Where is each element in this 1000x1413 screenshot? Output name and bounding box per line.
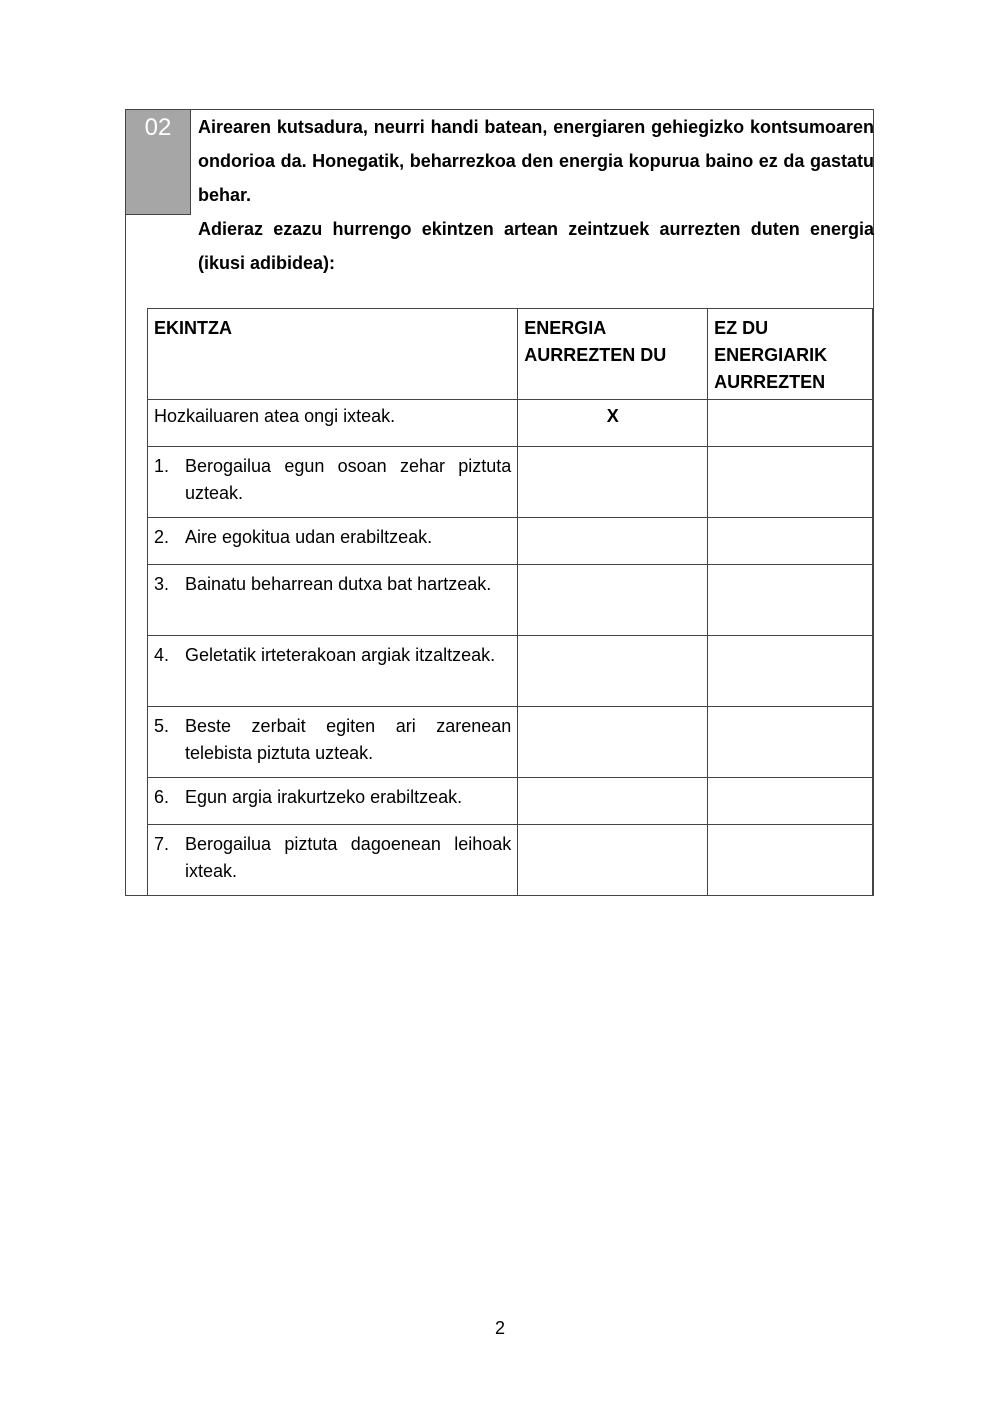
row-text: Geletatik irteterakoan argiak itzaltzeak. bbox=[185, 645, 496, 665]
table-row bbox=[148, 447, 873, 518]
answer-cell[interactable] bbox=[518, 447, 708, 518]
answer-cell[interactable] bbox=[518, 565, 708, 636]
answer-cell[interactable] bbox=[708, 636, 873, 707]
row-text: Aire egokitua udan erabiltzeak. bbox=[185, 527, 433, 547]
table-row bbox=[148, 825, 873, 896]
exercise-number-badge: 02 bbox=[126, 110, 191, 215]
answer-cell[interactable] bbox=[708, 447, 873, 518]
table-row bbox=[148, 636, 873, 707]
answer-cell[interactable] bbox=[518, 778, 708, 825]
row-text: Beste zerbait egiten ari zarenean telebista piztuta uzteak. bbox=[185, 716, 512, 763]
answer-cell[interactable] bbox=[518, 636, 708, 707]
page-number: 2 bbox=[494, 1318, 505, 1338]
answer-cell[interactable] bbox=[708, 825, 873, 896]
table-row bbox=[148, 778, 873, 825]
row-text: Berogailua piztuta dagoenean leihoak ixteak. bbox=[185, 834, 512, 881]
answer-cell[interactable] bbox=[708, 565, 873, 636]
exercise-instruction bbox=[198, 110, 874, 280]
row-number: 1. bbox=[154, 456, 170, 476]
row-number: 4. bbox=[154, 645, 170, 665]
header-saves-energy: ENERGIA AURREZTEN DU bbox=[518, 309, 708, 400]
row-text: Berogailua egun osoan zehar piztuta uzteak. bbox=[185, 456, 512, 503]
table-row bbox=[148, 707, 873, 778]
instruction-paragraph: Airearen kutsadura, neurri handi batean, energiaren gehiegizko kontsumoaren ondorioa da. Honegatik, beharrezkoa den energia kopurua baino ez da gastatu behar. bbox=[198, 117, 874, 205]
answer-cell[interactable] bbox=[708, 707, 873, 778]
instruction-paragraph: Adieraz ezazu hurrengo ekintzen artean zeintzuek aurrezten duten energia (ikusi adibidea): bbox=[198, 219, 874, 273]
row-number: 3. bbox=[154, 574, 170, 594]
answer-cell[interactable] bbox=[518, 825, 708, 896]
row-number: 2. bbox=[154, 527, 170, 547]
answer-cell[interactable] bbox=[708, 778, 873, 825]
row-text: Bainatu beharrean dutxa bat hartzeak. bbox=[185, 574, 492, 594]
row-number: 6. bbox=[154, 787, 170, 807]
table-row-example bbox=[148, 400, 873, 447]
row-text: Egun argia irakurtzeko erabiltzeak. bbox=[185, 787, 463, 807]
example-text: Hozkailuaren atea ongi ixteak. bbox=[148, 400, 518, 447]
answer-cell[interactable] bbox=[518, 518, 708, 565]
header-action: EKINTZA bbox=[148, 309, 518, 400]
table-row bbox=[148, 518, 873, 565]
header-not-saves-energy: EZ DU ENERGIARIK AURREZTEN bbox=[708, 309, 873, 400]
example-mark: X bbox=[518, 400, 708, 447]
table-header-row bbox=[148, 309, 873, 400]
answer-cell[interactable] bbox=[518, 707, 708, 778]
table-row bbox=[148, 565, 873, 636]
actions-table bbox=[147, 308, 873, 896]
answer-cell[interactable] bbox=[708, 518, 873, 565]
row-number: 5. bbox=[154, 716, 170, 736]
row-number: 7. bbox=[154, 834, 170, 854]
answer-cell[interactable] bbox=[708, 400, 873, 447]
